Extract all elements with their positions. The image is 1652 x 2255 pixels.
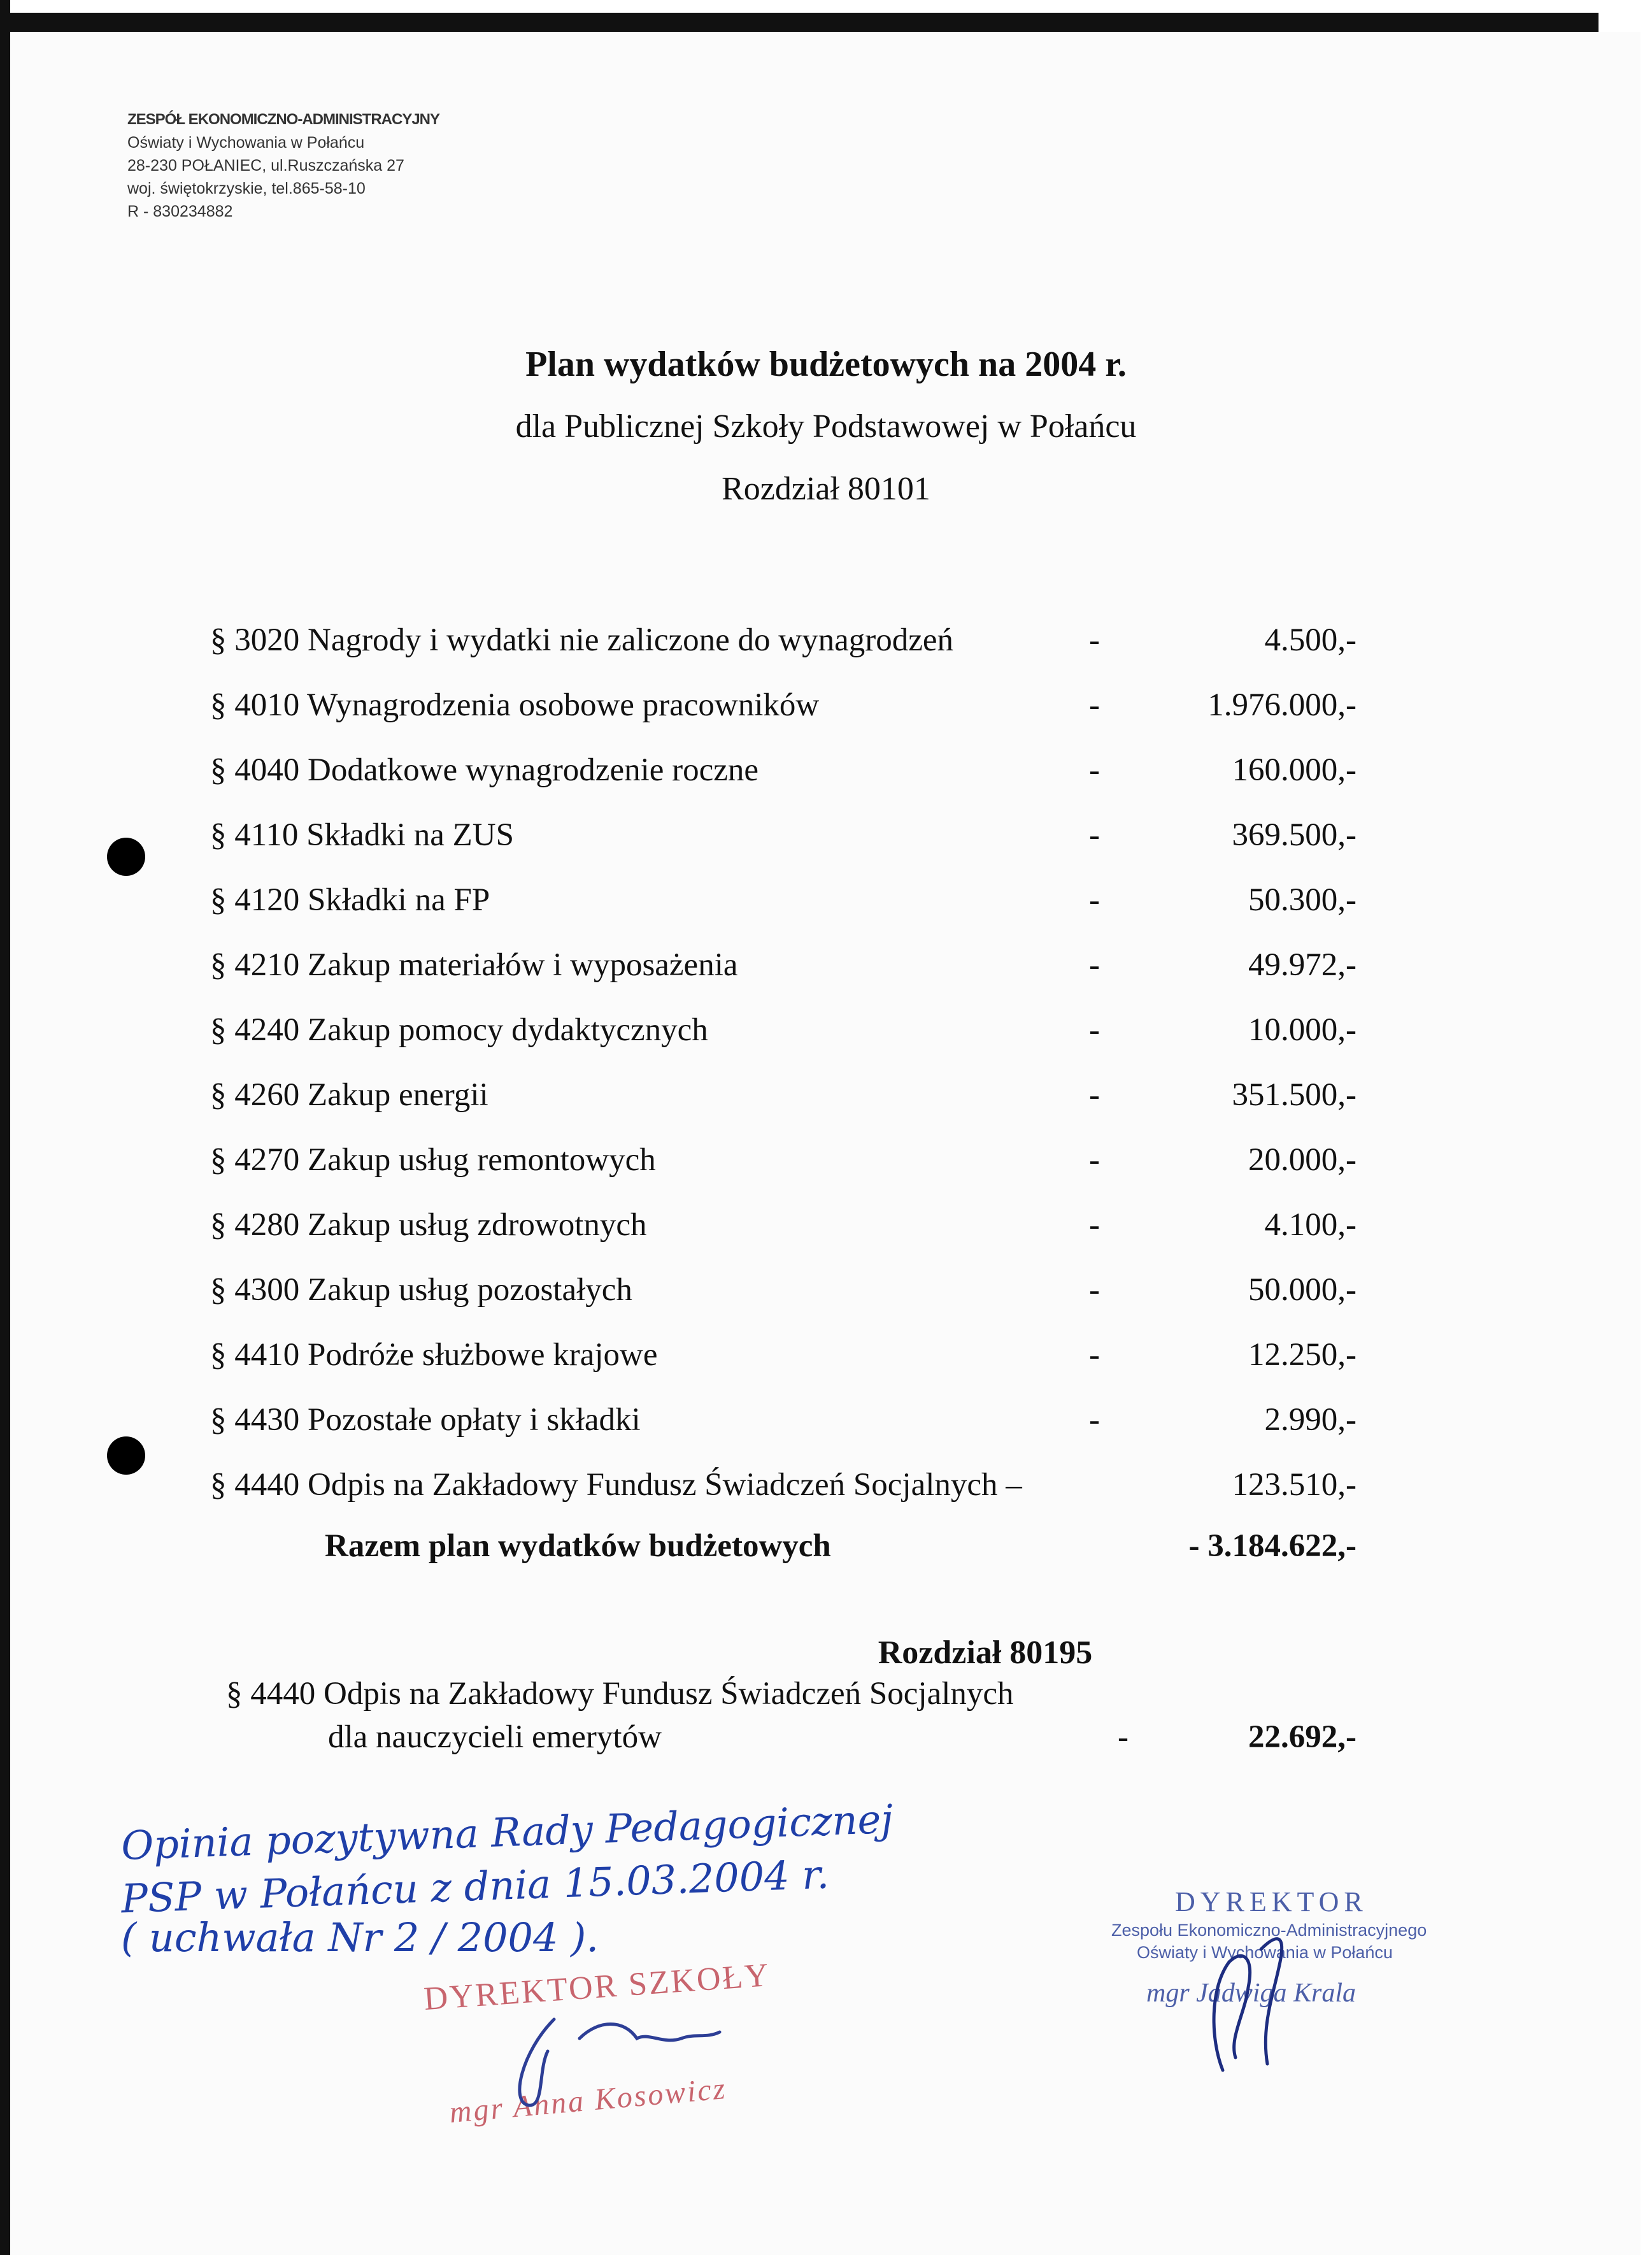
section2-row xyxy=(210,1719,1356,1763)
dash: - xyxy=(1089,1402,1100,1438)
expense-label: § 4040 Dodatkowe wynagrodzenie roczne xyxy=(210,752,759,788)
expense-label: § 4300 Zakup usług pozostałych xyxy=(210,1272,632,1308)
dash: - xyxy=(1089,882,1100,918)
expense-row xyxy=(210,947,1356,991)
expense-label: § 4440 Odpis na Zakładowy Fundusz Świadczeń Socjalnych – xyxy=(210,1467,1022,1503)
expense-row xyxy=(210,1336,1356,1381)
header-stamp xyxy=(127,108,439,223)
expense-amount: 4.500,- xyxy=(1264,622,1356,658)
signature-icon xyxy=(1185,1911,1312,2077)
dash: - xyxy=(1089,1012,1100,1048)
dash: - xyxy=(1089,1272,1100,1308)
expense-amount: 2.990,- xyxy=(1264,1402,1356,1438)
total-label: Razem plan wydatków budżetowych xyxy=(325,1528,831,1564)
stamp-line: R - 830234882 xyxy=(127,203,233,220)
document-title: Plan wydatków budżetowych na 2004 r. xyxy=(525,345,1127,384)
handwritten-note: PSP w Połańcu z dnia 15.03.2004 r. xyxy=(120,1851,830,1922)
punch-hole-icon xyxy=(107,838,145,876)
stamp-title: DYREKTOR SZKOŁY xyxy=(422,1957,772,2017)
expense-amount: 50.000,- xyxy=(1248,1272,1356,1308)
dash: - xyxy=(1089,687,1100,723)
stamp-line: 28-230 POŁANIEC, ul.Ruszczańska 27 xyxy=(127,157,404,175)
scan-border-top xyxy=(6,13,1599,32)
section2-row xyxy=(226,1675,1356,1720)
stamp-line: Oświaty i Wychowania w Połańcu xyxy=(127,134,365,152)
expense-row xyxy=(210,1401,1356,1446)
expense-row xyxy=(210,752,1356,796)
dash: - xyxy=(1089,947,1100,983)
dash: - xyxy=(1089,1142,1100,1178)
section-heading: Rozdział 80195 xyxy=(878,1635,1093,1671)
dash: - xyxy=(1089,817,1100,853)
expense-label: § 4210 Zakup materiałów i wyposażenia xyxy=(210,947,738,983)
total-row xyxy=(325,1528,1356,1572)
expense-label: § 4440 Odpis na Zakładowy Fundusz Świadczeń Socjalnych xyxy=(226,1676,1014,1712)
expense-label: § 4260 Zakup energii xyxy=(210,1077,488,1113)
expense-amount: 4.100,- xyxy=(1264,1207,1356,1243)
stamp-title: DYREKTOR xyxy=(1175,1886,1368,1917)
expense-label: § 4240 Zakup pomocy dydaktycznych xyxy=(210,1012,708,1048)
expense-row xyxy=(210,1206,1356,1251)
expense-row xyxy=(210,1142,1356,1186)
expense-label: § 4430 Pozostałe opłaty i składki xyxy=(210,1402,641,1438)
expense-row xyxy=(210,1012,1356,1056)
dash: - xyxy=(1089,752,1100,788)
expense-label: § 4270 Zakup usług remontowych xyxy=(210,1142,656,1178)
section-heading: Rozdział 80101 xyxy=(722,471,930,507)
expense-row xyxy=(210,882,1356,926)
expense-amount: 12.250,- xyxy=(1248,1337,1356,1373)
expense-label: dla nauczycieli emerytów xyxy=(328,1719,662,1755)
dash: - xyxy=(1089,622,1100,658)
expense-amount: 20.000,- xyxy=(1248,1142,1356,1178)
handwritten-note: Opinia pozytywna Rady Pedagogicznej xyxy=(120,1795,894,1870)
document-subtitle: dla Publicznej Szkoły Podstawowej w Połańcu xyxy=(515,408,1137,445)
expense-amount: 10.000,- xyxy=(1248,1012,1356,1048)
expense-row xyxy=(210,1271,1356,1316)
dash: - xyxy=(1089,1207,1100,1243)
expense-amount: 50.300,- xyxy=(1248,882,1356,918)
stamp-line: Oświaty i Wychowania w Połańcu xyxy=(1137,1943,1393,1962)
dash: - xyxy=(1118,1719,1129,1755)
stamp-name: mgr Anna Kosowicz xyxy=(448,2072,729,2130)
expense-row xyxy=(210,1077,1356,1121)
expense-amount: 22.692,- xyxy=(1248,1719,1356,1755)
handwritten-note: ( uchwała Nr 2 / 2004 ). xyxy=(121,1914,599,1961)
expense-label: § 4120 Składki na FP xyxy=(210,882,490,918)
expense-amount: 369.500,- xyxy=(1232,817,1356,853)
stamp-line: Zespołu Ekonomiczno-Administracyjnego xyxy=(1111,1921,1427,1940)
expense-amount: 1.976.000,- xyxy=(1207,687,1356,723)
expense-label: § 4110 Składki na ZUS xyxy=(210,817,514,853)
scan-border-left xyxy=(0,0,10,2255)
expense-amount: 123.510,- xyxy=(1232,1467,1356,1503)
signature-icon xyxy=(484,1994,751,2115)
stamp-name: mgr Jadwiga Krala xyxy=(1146,1979,1356,2008)
expense-label: § 4010 Wynagrodzenia osobowe pracowników xyxy=(210,687,820,723)
expense-row xyxy=(210,687,1356,731)
expense-amount: 351.500,- xyxy=(1232,1077,1356,1113)
punch-hole-icon xyxy=(107,1436,145,1475)
expense-amount: 160.000,- xyxy=(1232,752,1356,788)
stamp-line: woj. świętokrzyskie, tel.865-58-10 xyxy=(127,180,366,197)
dash: - xyxy=(1089,1077,1100,1113)
expense-row xyxy=(210,817,1356,861)
expense-row xyxy=(210,1466,1356,1511)
expense-label: § 3020 Nagrody i wydatki nie zaliczone do wynagrodzeń xyxy=(210,622,953,658)
stamp-line: ZESPÓŁ EKONOMICZNO-ADMINISTRACYJNY xyxy=(127,111,440,128)
expense-label: § 4280 Zakup usług zdrowotnych xyxy=(210,1207,647,1243)
dash: - xyxy=(1089,1337,1100,1373)
expense-label: § 4410 Podróże służbowe krajowe xyxy=(210,1337,658,1373)
expense-amount: 49.972,- xyxy=(1248,947,1356,983)
total-amount: - 3.184.622,- xyxy=(1188,1528,1356,1564)
expense-row xyxy=(210,622,1356,666)
